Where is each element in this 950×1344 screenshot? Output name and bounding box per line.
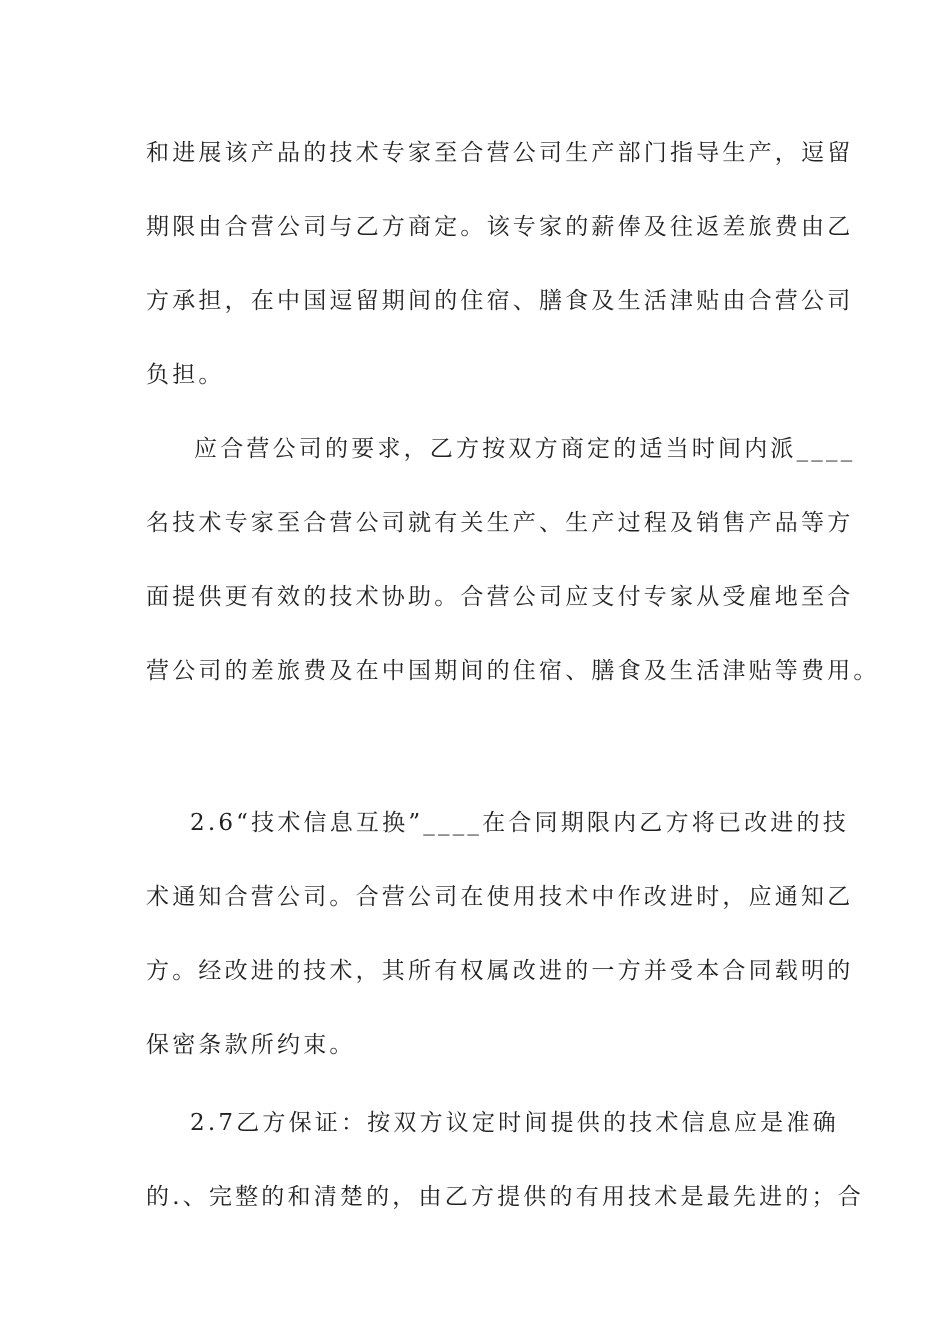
- paragraph-line-5: 应合营公司的要求，乙方按双方商定的适当时间内派____: [194, 436, 856, 462]
- paragraph-line-1: 和进展该产品的技术专家至合营公司生产部门指导生产，逗留: [146, 140, 854, 166]
- section-2-7-line-1: 2.7乙方保证：按双方议定时间提供的技术信息应是准确: [190, 1110, 839, 1136]
- section-2-6-line-2: 术通知合营公司。合营公司在使用技术中作改进时，应通知乙: [146, 884, 854, 910]
- section-2-6-line-4: 保密条款所约束。: [146, 1032, 356, 1058]
- paragraph-line-3: 方承担，在中国逗留期间的住宿、膳食及生活津贴由合营公司: [146, 288, 854, 314]
- paragraph-line-2: 期限由合营公司与乙方商定。该专家的薪俸及往返差旅费由乙: [146, 214, 854, 240]
- paragraph-line-7: 面提供更有效的技术协助。合营公司应支付专家从受雇地至合: [146, 584, 854, 610]
- section-2-6-line-1: 2.6“技术信息互换”____在合同期限内乙方将已改进的技: [190, 810, 849, 836]
- paragraph-line-4: 负担。: [146, 362, 225, 388]
- section-2-6-line-3: 方。经改进的技术，其所有权属改进的一方并受本合同载明的: [146, 958, 854, 984]
- paragraph-line-6: 名技术专家至合营公司就有关生产、生产过程及销售产品等方: [146, 510, 854, 536]
- section-2-7-line-2: 的.、完整的和清楚的，由乙方提供的有用技术是最先进的；合: [146, 1184, 864, 1210]
- paragraph-line-8: 营公司的差旅费及在中国期间的住宿、膳食及生活津贴等费用。: [146, 658, 880, 684]
